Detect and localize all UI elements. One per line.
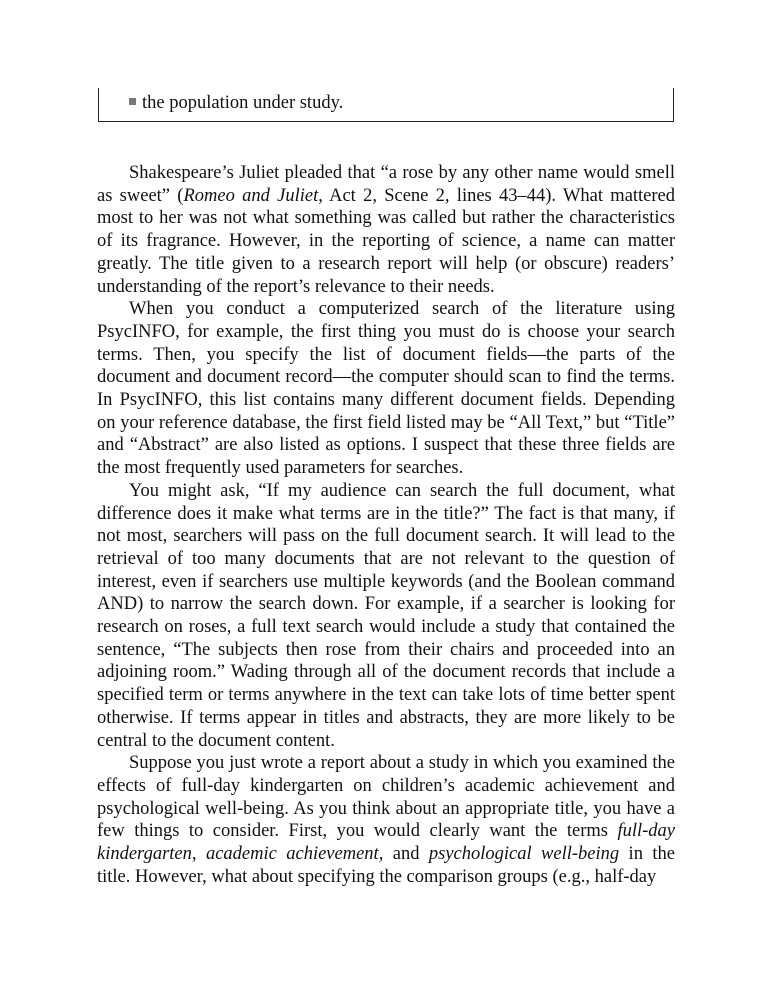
paragraph-4-italic-term-3: psychological well-being xyxy=(428,844,620,865)
paragraph-1-text-c: , Act 2, Scene 2, lines 43–44). What mattered most to her was not what something was called but rather the characteristics of its fragrance. However, in the reporting of science, a name can matter greatly. The title given to a research report will help (or obscure) readers’ understanding of the report’s relevance to their needs. xyxy=(97,185,676,297)
paragraph-4-text-e: , and xyxy=(378,844,429,865)
square-bullet-icon xyxy=(129,98,136,105)
bullet-item-text: the population under study. xyxy=(142,93,344,113)
paragraph-4-text-g: in the title. However, what about specifying the comparison groups (e.g., half-day xyxy=(97,844,675,887)
paragraph-4-italic-term-2: academic achievement xyxy=(205,844,379,865)
body-text xyxy=(97,162,675,889)
boxed-list-fragment xyxy=(98,88,674,122)
paragraph-4-text-a: Suppose you just wrote a report about a study in which you examined the effects of full-day kindergarten on children’s academic achievement and psychological well-being. As you think about an appropriate title, you have a few things to consider. First, you would clearly want the terms xyxy=(97,753,675,842)
paragraph-4 xyxy=(97,752,675,888)
paragraph-3: You might ask, “If my audience can search the full document, what difference does it make what terms are in the title?” The fact is that many, if not most, searchers will pass on the full document search. It will lead to the retrieval of too many documents that are not relevant to the question of interest, even if searchers use multiple keywords (and the Boolean command AND) to narrow the search down. For example, if a searcher is looking for research on roses, a full text search would include a study that contained the sentence, “The subjects then rose from their chairs and proceeded into an adjoining room.” Wading through all of the document records that include a specified term or terms anywhere in the text can take lots of time better spent otherwise. If terms appear in titles and abstracts, they are more likely to be central to the document content. xyxy=(97,480,675,751)
paragraph-1 xyxy=(97,162,675,298)
paragraph-2: When you conduct a computerized search of the literature using PsycINFO, for example, the first thing you must do is choose your search terms. Then, you specify the list of document fields—the parts of the document and document record—the computer should scan to find the terms. In PsycINFO, this list contains many different document fields. Depending on your reference database, the first field listed may be “All Text,” but “Title” and “Abstract” are also listed as options. I suspect that these three fields are the most frequently used parameters for searches. xyxy=(97,299,675,479)
paragraph-4-text-c: , xyxy=(191,844,206,865)
bullet-list-item xyxy=(129,92,343,114)
paragraph-4-italic-term-1: full-day kindergarten xyxy=(97,821,675,865)
paragraph-1-italic-title: Romeo and Juliet xyxy=(183,185,319,206)
paragraph-1-text-a: Shakespeare’s Juliet pleaded that “a rose by any other name would smell as sweet” ( xyxy=(97,163,675,206)
